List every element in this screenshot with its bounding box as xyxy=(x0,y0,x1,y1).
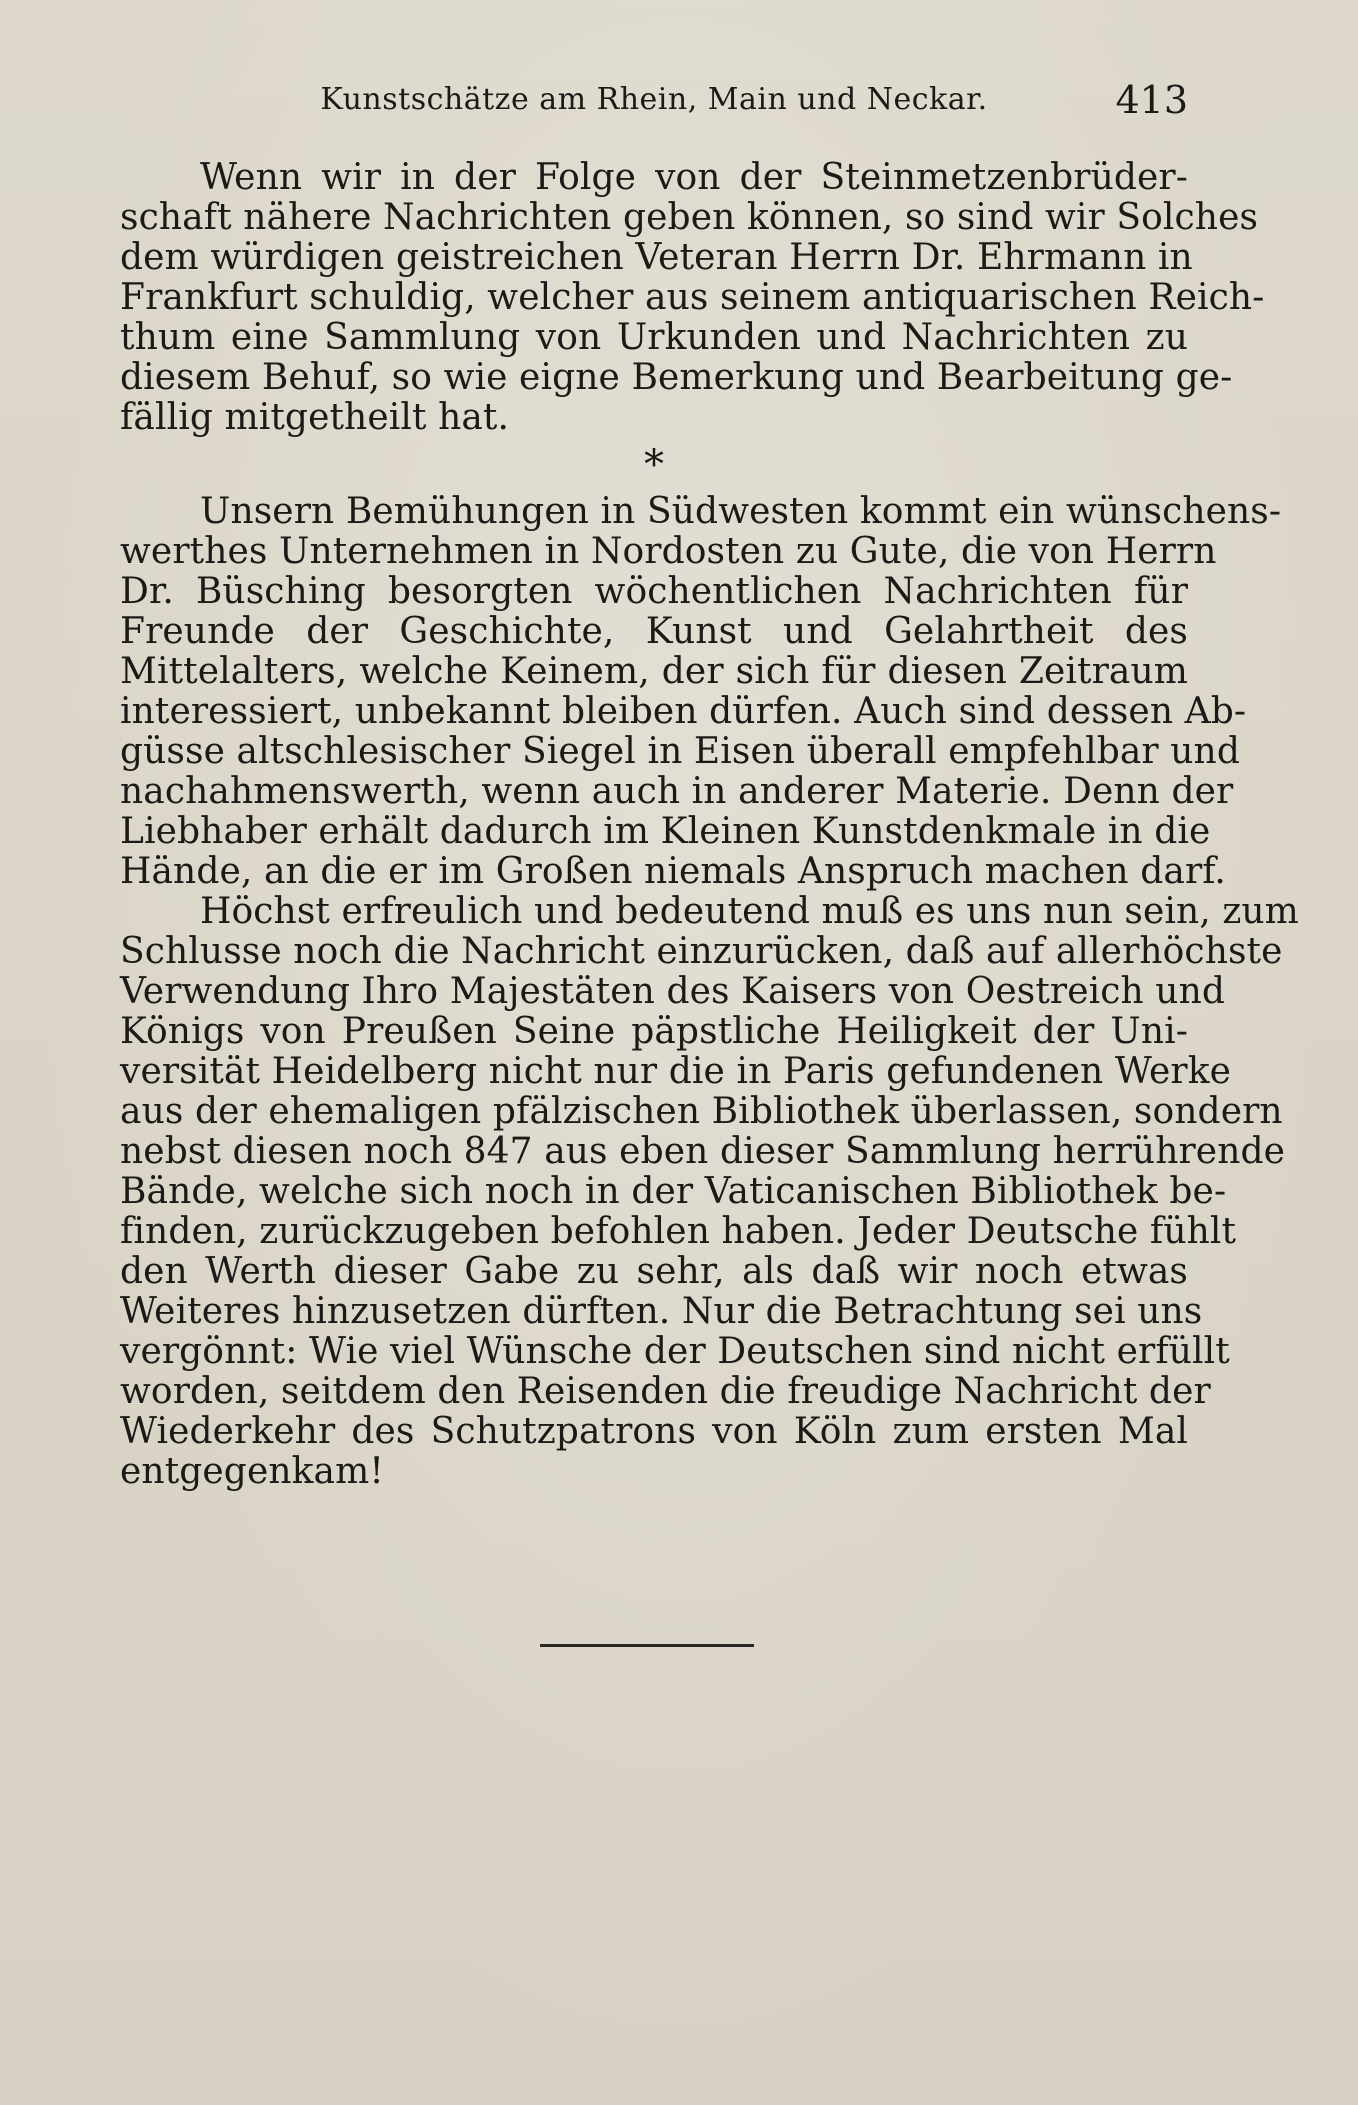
text-line: versität Heidelberg nicht nur die in Paris gefundenen Werke xyxy=(120,1051,1232,1092)
text-line: Wiederkehr des Schutzpatrons von Köln zum ersten Mal xyxy=(120,1411,1188,1452)
text-line: nebst diesen noch 847 aus eben dieser Sammlung herrührende xyxy=(120,1131,1286,1172)
text-line: finden, zurückzugeben befohlen haben. Jeder Deutsche fühlt xyxy=(120,1211,1237,1252)
running-title: Kunstschätze am Rhein, Main und Neckar. xyxy=(320,82,988,117)
text-line: werthes Unternehmen in Nordosten zu Gute, die von Herrn xyxy=(120,531,1217,572)
text-line: Königs von Preußen Seine päpstliche Heiligkeit der Uni- xyxy=(120,1011,1188,1052)
text-line: worden, seitdem den Reisenden die freudige Nachricht der xyxy=(120,1371,1211,1412)
page-number: 413 xyxy=(1115,78,1188,122)
text-line: thum eine Sammlung von Urkunden und Nachrichten zu xyxy=(120,317,1188,358)
text-line: interessiert, unbekannt bleiben dürfen. Auch sind dessen Ab- xyxy=(120,691,1247,732)
text-line: Freunde der Geschichte, Kunst und Gelahrtheit des xyxy=(120,611,1188,652)
text-line: Wenn wir in der Folge von der Steinmetzenbrüder- xyxy=(200,157,1188,198)
text-line: Weiteres hinzusetzen dürften. Nur die Betrachtung sei uns xyxy=(120,1291,1203,1332)
text-line: Liebhaber erhält dadurch im Kleinen Kunstdenkmale in die xyxy=(120,811,1211,852)
text-line: güsse altschlesischer Siegel in Eisen überall empfehlbar und xyxy=(120,731,1240,772)
text-line: diesem Behuf, so wie eigne Bemerkung und Bearbeitung ge- xyxy=(120,357,1233,398)
text-line: fällig mitgetheilt hat. xyxy=(120,397,510,438)
text-line: den Werth dieser Gabe zu sehr, als daß wir noch etwas xyxy=(120,1251,1188,1292)
text-line: Verwendung Ihro Majestäten des Kaisers von Oestreich und xyxy=(120,971,1226,1012)
text-line: schaft nähere Nachrichten geben können, so sind wir Solches xyxy=(120,197,1259,238)
text-line: Mittelalters, welche Keinem, der sich für diesen Zeitraum xyxy=(120,651,1188,692)
text-line: Höchst erfreulich und bedeutend muß es uns nun sein, zum xyxy=(200,891,1299,932)
running-head xyxy=(120,78,1188,132)
text-line: Frankfurt schuldig, welcher aus seinem antiquarischen Reich- xyxy=(120,277,1265,318)
text-line: entgegenkam! xyxy=(120,1451,384,1492)
section-separator-star: * xyxy=(644,442,664,488)
text-line: Schlusse noch die Nachricht einzurücken, daß auf allerhöchste xyxy=(120,931,1283,972)
end-rule-divider xyxy=(540,1644,754,1647)
text-line: Dr. Büsching besorgten wöchentlichen Nachrichten für xyxy=(120,571,1188,612)
text-line: vergönnt: Wie viel Wünsche der Deutschen sind nicht erfüllt xyxy=(120,1331,1230,1372)
text-line: Bände, welche sich noch in der Vaticanischen Bibliothek be- xyxy=(120,1171,1227,1212)
text-line: nachahmenswerth, wenn auch in anderer Materie. Denn der xyxy=(120,771,1234,812)
text-line: aus der ehemaligen pfälzischen Bibliothek überlassen, sondern xyxy=(120,1091,1283,1132)
body-text xyxy=(120,157,1299,1492)
text-line: dem würdigen geistreichen Veteran Herrn Dr. Ehrmann in xyxy=(120,237,1193,278)
text-line: Unsern Bemühungen in Südwesten kommt ein wünschens- xyxy=(200,491,1282,532)
text-line: Hände, an die er im Großen niemals Anspruch machen darf. xyxy=(120,851,1226,892)
